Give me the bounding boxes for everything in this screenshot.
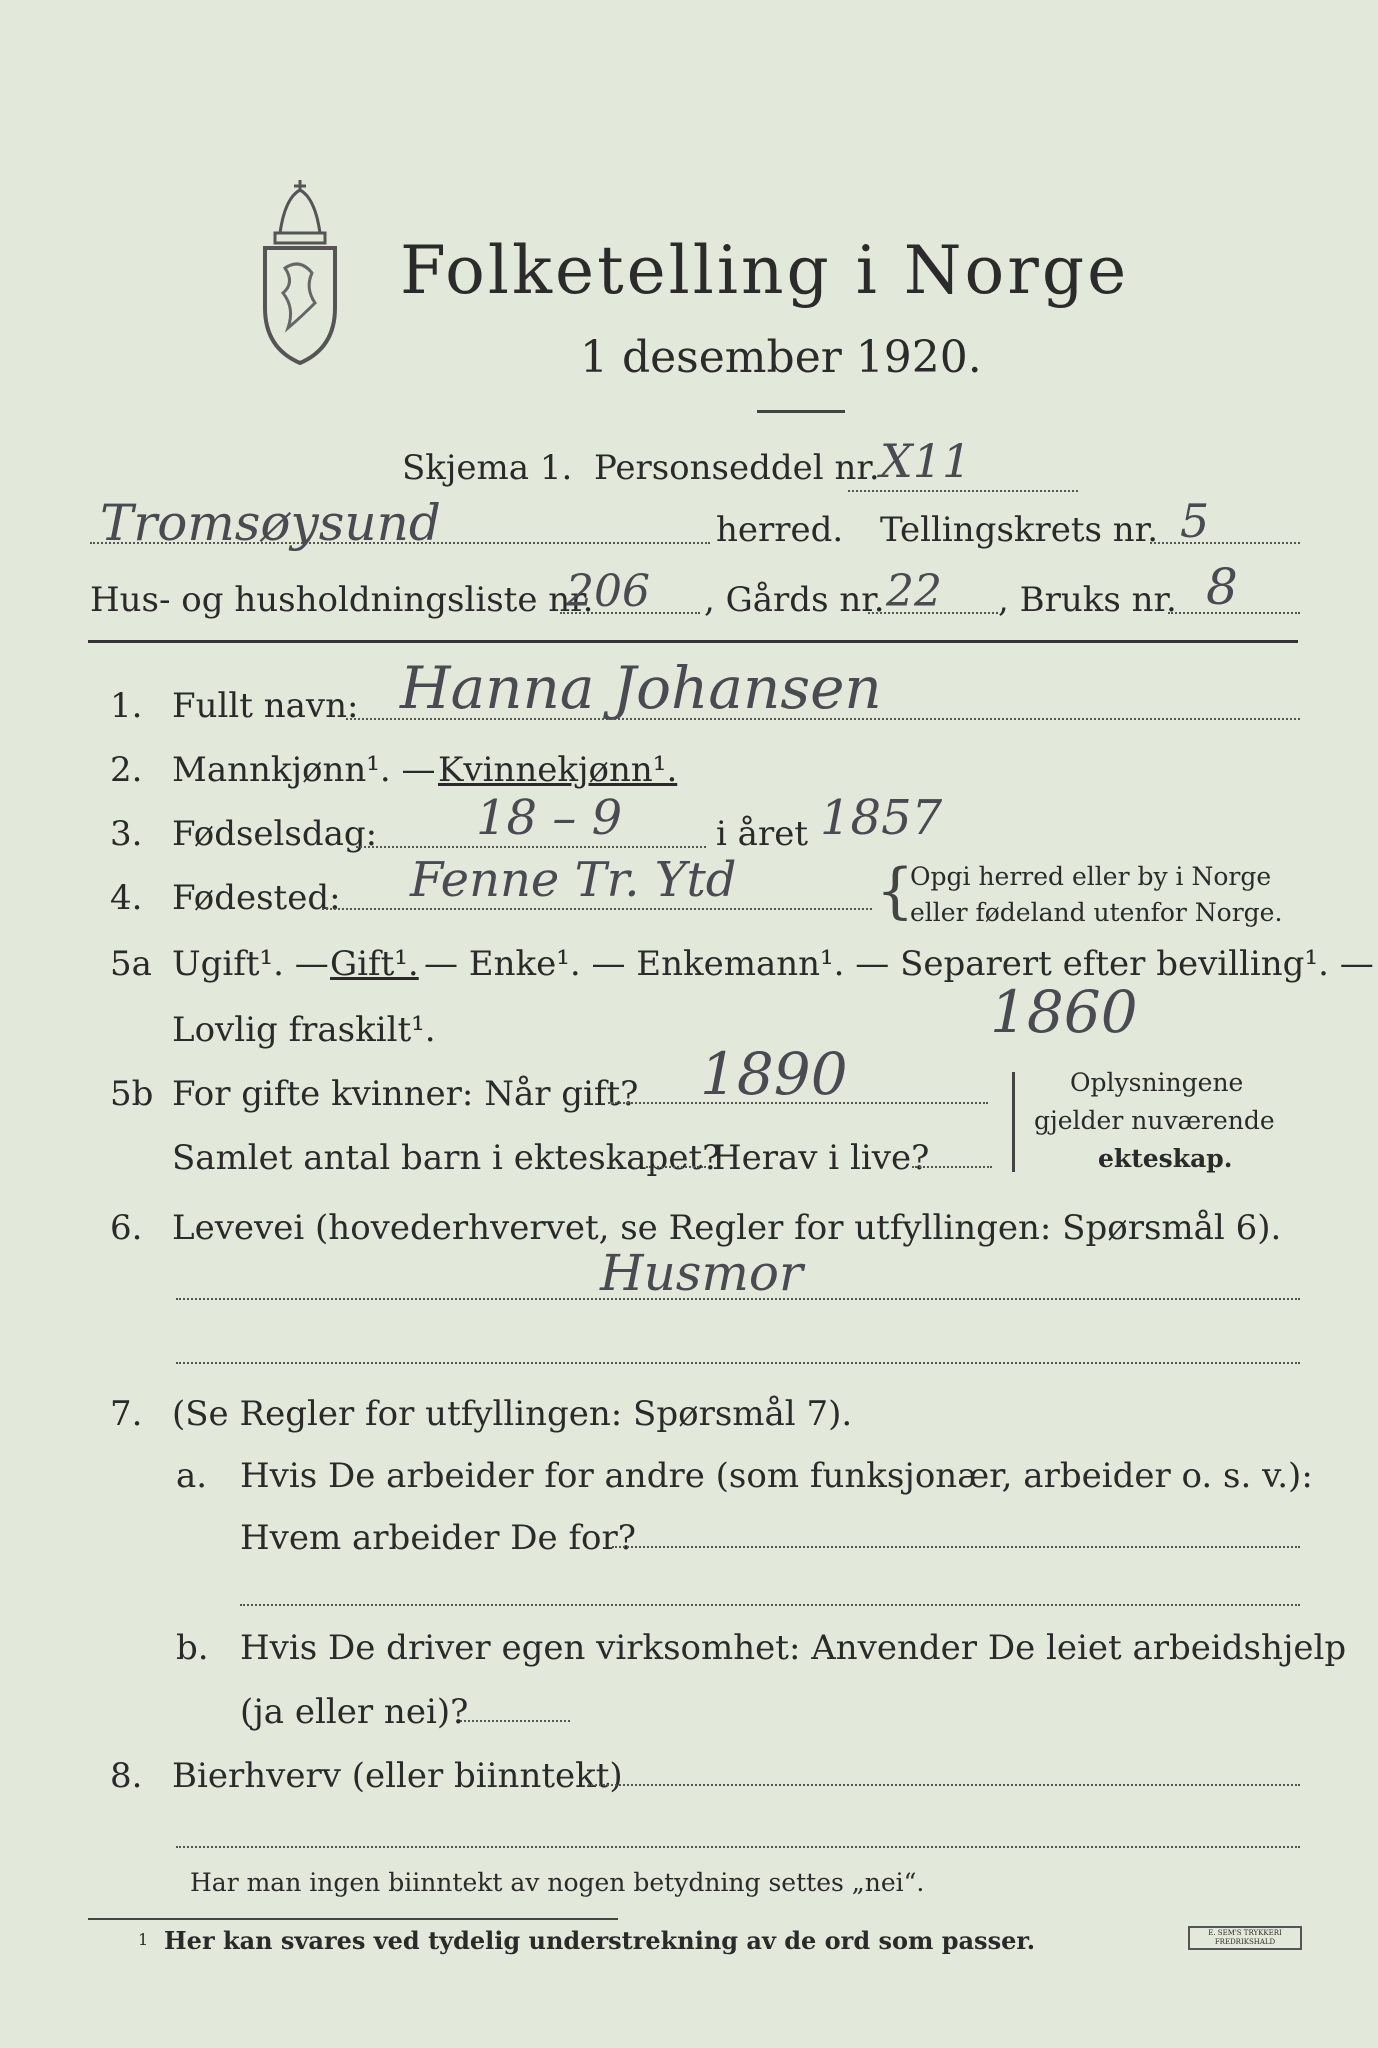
q5b-note-line2: gjelder nuværende — [1034, 1106, 1275, 1135]
census-form: Folketelling i Norge 1 desember 1920. Skjema 1. Personseddel nr. X11 Tromsøysund herred. Tellingskrets nr. 5 Hus- og husholdningsliste nr. 206 , Gårds nr. 22 , Bruks nr. 8 1. Fullt navn: Hanna Johansen 2. Mannkjønn¹. — Kvinnekjønn¹. 3. Fødselsdag: 18 – 9 i året 1857 4. Fødested: Fenne Tr. Ytd { Opgi herred eller by i Norge eller fødeland utenfor Norge. 5a Ugift¹. — Gift¹. — Enke¹. — Enkemann¹. — Separert efter bevilling¹. — Lovlig fraskilt¹. 1860 5b For gifte kvinner: Når gift? 1890 Samlet antal barn i ekteskapet? Herav i live? Oplysningene gjelder nuværende ekteskap. 6. Levevei (hovederhvervet, se Regler for utfyllingen: Spørsmål 6). Husmor 7. (Se Regler for utfyllingen: Spørsmål 7). a. Hvis De arbeider for andre (som funksjonær, arbeider o. s. v.): Hvem arbeider De for? b. Hvis De driver egen virksomhet: Anvender De leiet arbeidshjelp (ja eller nei)? 8. Bierhverv (eller biinntekt) Har man ingen biinntekt av nogen betydning settes „nei“. 1 Her kan svares ved tydelig understrekning av de ord som passer. E. SEM'S TRYKKERI FREDRIKSHALD — [0, 0, 1378, 2048]
bruks-label: , Bruks nr. — [998, 580, 1177, 620]
q6-occupation-value: Husmor — [600, 1244, 803, 1302]
husliste-label: Hus- og husholdningsliste nr. — [90, 580, 594, 620]
q6-label: Levevei (hovederhvervet, se Regler for utfyllingen: Spørsmål 6). — [172, 1208, 1282, 1248]
header-rule — [88, 640, 1298, 643]
form-title: Folketelling i Norge — [400, 232, 1130, 309]
q4-note-line1: Opgi herred eller by i Norge — [910, 862, 1272, 891]
q5a-extra-value: 1860 — [990, 978, 1138, 1046]
q5b-alive-label: Herav i live? — [712, 1138, 930, 1178]
tellingskrets-label: Tellingskrets nr. — [880, 510, 1159, 550]
q5b-note-line1: Oplysningene — [1070, 1068, 1244, 1097]
q5b-label: For gifte kvinner: Når gift? — [172, 1074, 639, 1114]
census-date: 1 desember 1920. — [580, 332, 982, 383]
q2-male: Mannkjønn¹. — — [172, 750, 436, 790]
norway-coat-of-arms-icon — [250, 178, 350, 368]
footer-note: Har man ingen biinntekt av nogen betydning settes „nei“. — [190, 1868, 925, 1897]
q7a-question: Hvem arbeider De for? — [240, 1518, 636, 1558]
gards-value: 22 — [886, 566, 942, 617]
q3-year-value: 1857 — [820, 790, 943, 846]
q4-note-line2: eller fødeland utenfor Norge. — [910, 898, 1283, 927]
personseddel-label: Personseddel nr. — [594, 448, 880, 488]
q5b-children-label: Samlet antal barn i ekteskapet? — [172, 1138, 721, 1178]
q3-birthdate-value: 18 – 9 — [476, 790, 623, 846]
gards-label: , Gårds nr. — [704, 580, 885, 620]
herred-label: herred. — [716, 510, 844, 550]
q1-label: Fullt navn: — [172, 686, 359, 726]
schema-label: Skjema 1. — [402, 448, 573, 488]
husliste-value: 206 — [566, 566, 650, 617]
q5a-options: — Enke¹. — Enkemann¹. — Separert efter bevilling¹. — — [424, 944, 1374, 984]
q3-label: Fødselsdag: — [172, 814, 378, 854]
q5b-note-line3: ekteskap. — [1098, 1144, 1233, 1173]
q7b-question: (ja eller nei)? — [240, 1692, 469, 1732]
q4-label: Fødested: — [172, 878, 341, 918]
personseddel-value: X11 — [880, 434, 972, 488]
q5b-married-year-value: 1890 — [700, 1040, 848, 1108]
q5a-ugift: Ugift¹. — — [172, 944, 329, 984]
q5a-lovlig-fraskilt: Lovlig fraskilt¹. — [172, 1010, 436, 1050]
q2-female-underlined: Kvinnekjønn¹. — [438, 750, 678, 790]
title-divider — [757, 410, 845, 413]
printer-stamp: E. SEM'S TRYKKERI FREDRIKSHALD — [1188, 1926, 1302, 1950]
q4-birthplace-value: Fenne Tr. Ytd — [410, 852, 737, 908]
tellingskrets-value: 5 — [1180, 494, 1210, 548]
q7-label: (Se Regler for utfyllingen: Spørsmål 7). — [172, 1394, 853, 1434]
q8-label: Bierhverv (eller biinntekt) — [172, 1756, 623, 1796]
q3-year-label: i året — [716, 814, 808, 854]
q7a-text: Hvis De arbeider for andre (som funksjonær, arbeider o. s. v.): — [240, 1456, 1313, 1496]
q1-full-name-value: Hanna Johansen — [400, 654, 882, 722]
herred-value: Tromsøysund — [100, 494, 441, 552]
bruks-value: 8 — [1206, 558, 1238, 616]
q7b-text: Hvis De driver egen virksomhet: Anvender De leiet arbeidshjelp — [240, 1628, 1347, 1668]
footnote: Her kan svares ved tydelig understrekning av de ord som passer. — [164, 1926, 1036, 1955]
q5a-gift-underlined: Gift¹. — [330, 944, 419, 984]
